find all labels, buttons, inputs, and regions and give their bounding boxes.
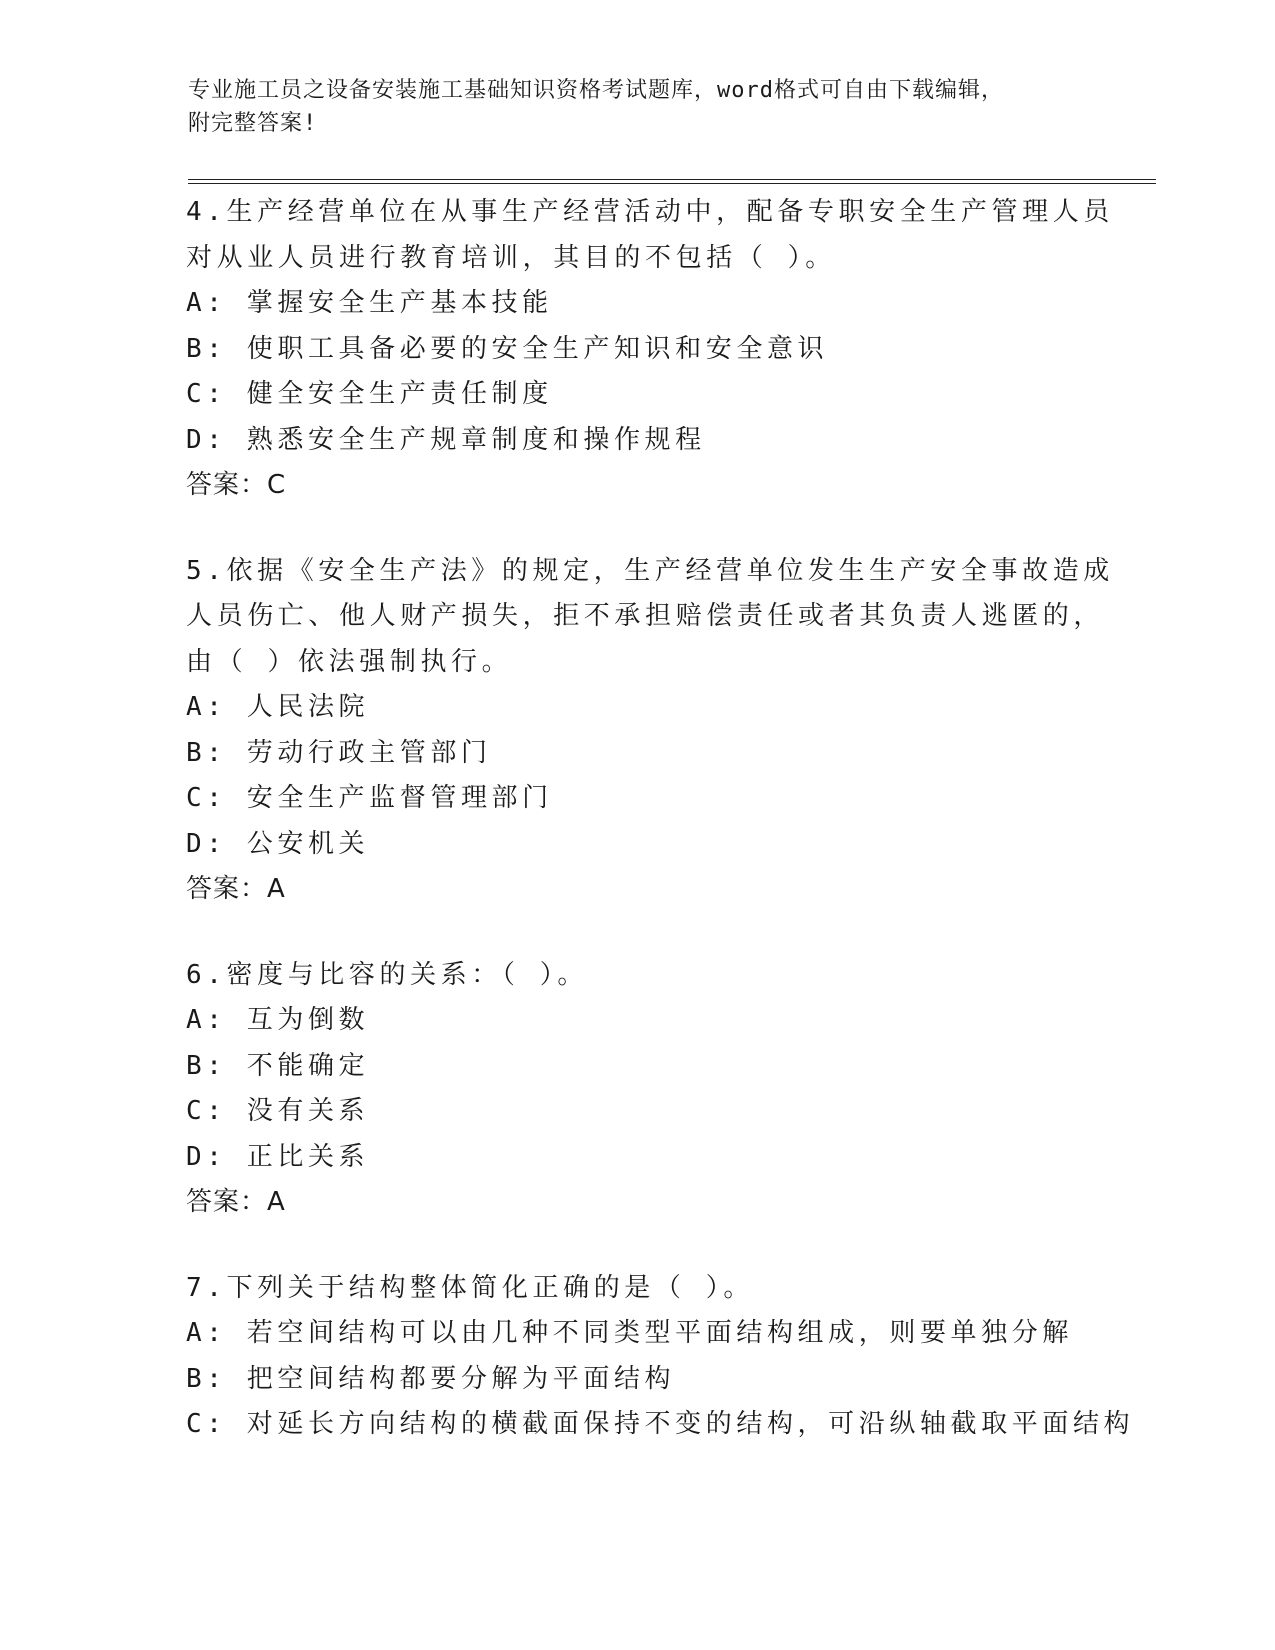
header-line-2: 附完整答案! [188, 111, 318, 136]
option-d: D: 熟悉安全生产规章制度和操作规程 [186, 424, 706, 455]
answer-line: 答案：A [186, 874, 286, 904]
option-c: C: 安全生产监督管理部门 [186, 783, 553, 813]
document-header [188, 74, 1088, 140]
question-list [186, 190, 1135, 1488]
option-d: D: 公安机关 [186, 828, 370, 859]
question-stem-line: 对从业人员进行教育培训，其目的不包括（ ）。 [186, 242, 836, 273]
question-stem-line: 7.下列关于结构整体简化正确的是（ ）。 [186, 1272, 754, 1303]
question-stem-line: 4.生产经营单位在从事生产经营活动中，配备专职安全生产管理人员 [186, 197, 1114, 227]
question-5 [186, 549, 1114, 913]
question-stem-line: 5.依据《安全生产法》的规定，生产经营单位发生生产安全事故造成 [186, 555, 1114, 586]
option-a: A: 若空间结构可以由几种不同类型平面结构组成，则要单独分解 [186, 1318, 1073, 1348]
question-7 [186, 1266, 1135, 1448]
option-b: B: 不能确定 [186, 1050, 370, 1081]
option-c: C: 对延长方向结构的横截面保持不变的结构，可沿纵轴截取平面结构 [186, 1409, 1135, 1439]
question-stem-line: 6.密度与比容的关系：（ ）。 [186, 959, 588, 990]
option-a: A: 互为倒数 [186, 1005, 370, 1035]
option-c: C: 没有关系 [186, 1096, 370, 1126]
question-6 [186, 953, 1086, 1226]
option-a: A: 人民法院 [186, 692, 370, 722]
question-stem-line: 由（ ）依法强制执行。 [186, 646, 513, 677]
option-d: D: 正比关系 [186, 1141, 370, 1172]
option-a: A: 掌握安全生产基本技能 [186, 288, 553, 318]
option-b: B: 使职工具备必要的安全生产知识和安全意识 [186, 333, 829, 364]
option-b: B: 把空间结构都要分解为平面结构 [186, 1363, 676, 1394]
option-c: C: 健全安全生产责任制度 [186, 379, 553, 409]
header-double-rule [188, 179, 1156, 184]
option-b: B: 劳动行政主管部门 [186, 737, 492, 768]
question-4 [186, 190, 1114, 509]
answer-line: 答案：C [186, 470, 287, 500]
header-line-1: 专业施工员之设备安装施工基础知识资格考试题库，word格式可自由下载编辑， [188, 78, 1004, 103]
answer-line: 答案：A [186, 1187, 286, 1217]
question-stem-line: 人员伤亡、他人财产损失，拒不承担赔偿责任或者其负责人逃匿的， [186, 601, 1105, 631]
